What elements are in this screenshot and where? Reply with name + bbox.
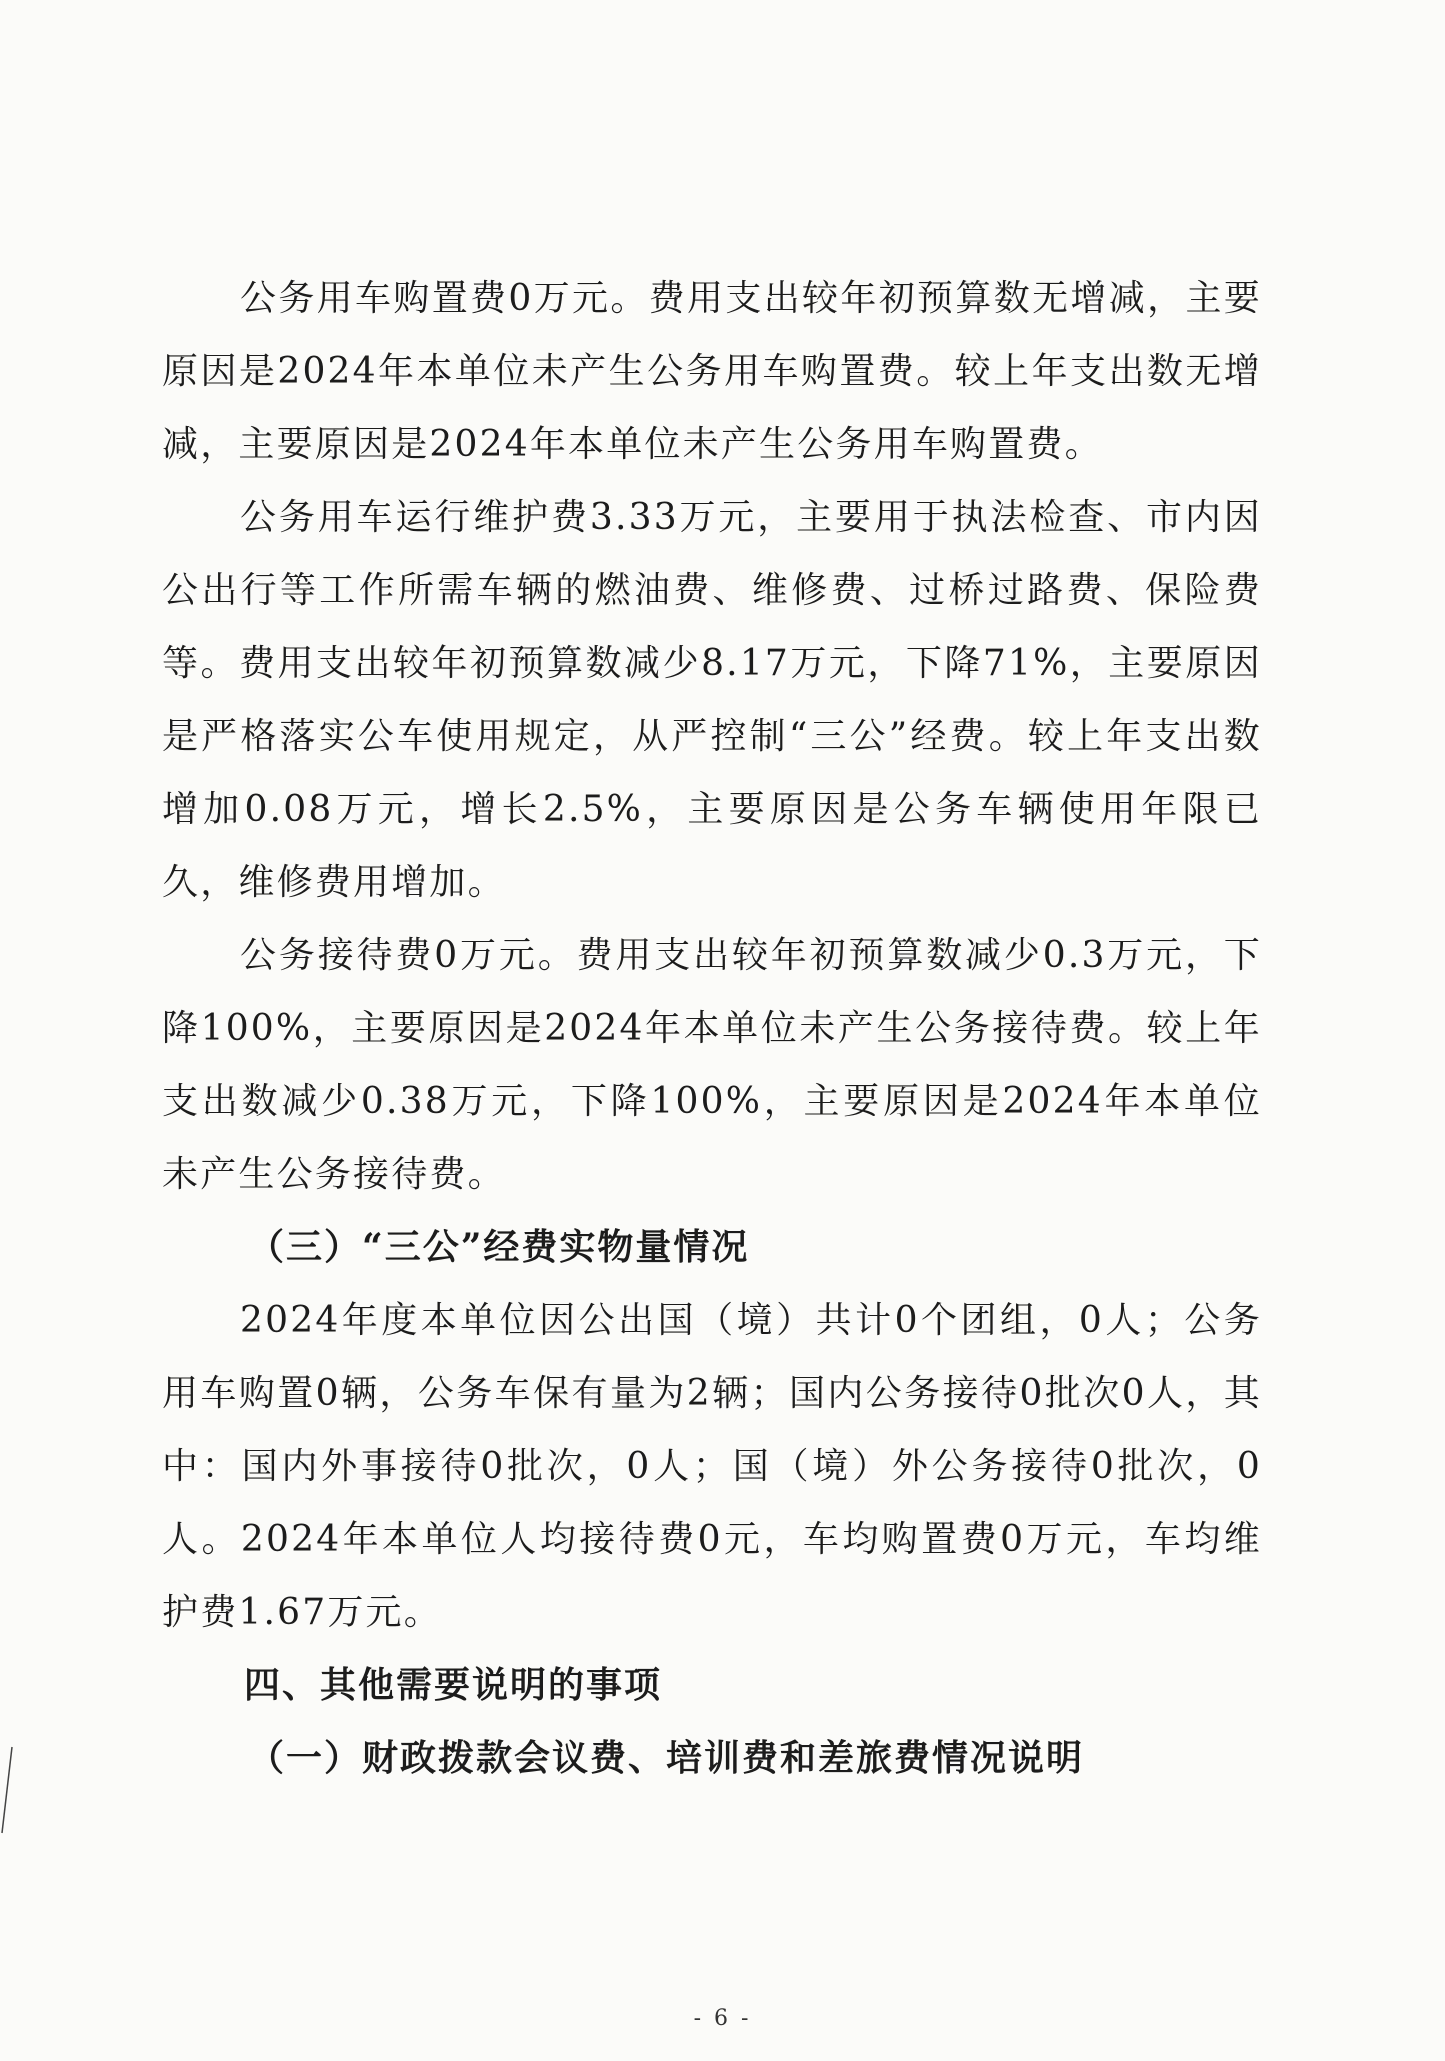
scan-edge-mark xyxy=(0,1745,14,1835)
page-number: - 6 - xyxy=(693,2006,752,2031)
paragraph-vehicle-maintenance: 公务用车运行维护费3.33万元，主要用于执法检查、市内因公出行等工作所需车辆的燃油费、维修费、过桥过路费、保险费等。费用支出较年初预算数减少8.17万元，下降71%，主要原因是严格落实公车使用规定，从严控制“三公”经费。较上年支出数增加0.08万元，增长2.5%，主要原因是公务车辆使用年限已久，维修费用增加。 xyxy=(162,497,1262,903)
paragraph-official-reception: 公务接待费0万元。费用支出较年初预算数减少0.3万元，下降100%，主要原因是2024年本单位未产生公务接待费。较上年支出数减少0.38万元，下降100%，主要原因是2024年本单位未产生公务接待费。 xyxy=(162,935,1262,1195)
section-heading-other-matters: 四、其他需要说明的事项 xyxy=(244,1664,663,1706)
paragraph-vehicle-purchase: 公务用车购置费0万元。费用支出较年初预算数无增减，主要原因是2024年本单位未产生公务用车购置费。较上年支出数无增减，主要原因是2024年本单位未产生公务用车购置费。 xyxy=(162,278,1262,465)
document-body xyxy=(162,262,1262,1795)
subsection-heading-meeting-training-travel: （一）财政拨款会议费、培训费和差旅费情况说明 xyxy=(248,1737,1085,1779)
section-heading-physical-quantity: （三）“三公”经费实物量情况 xyxy=(248,1226,750,1268)
paragraph-physical-quantity: 2024年度本单位因公出国（境）共计0个团组，0人；公务用车购置0辆，公务车保有量为2辆；国内公务接待0批次0人，其中：国内外事接待0批次，0人；国（境）外公务接待0批次，0人。2024年本单位人均接待费0元，车均购置费0万元，车均维护费1.67万元。 xyxy=(162,1300,1262,1633)
